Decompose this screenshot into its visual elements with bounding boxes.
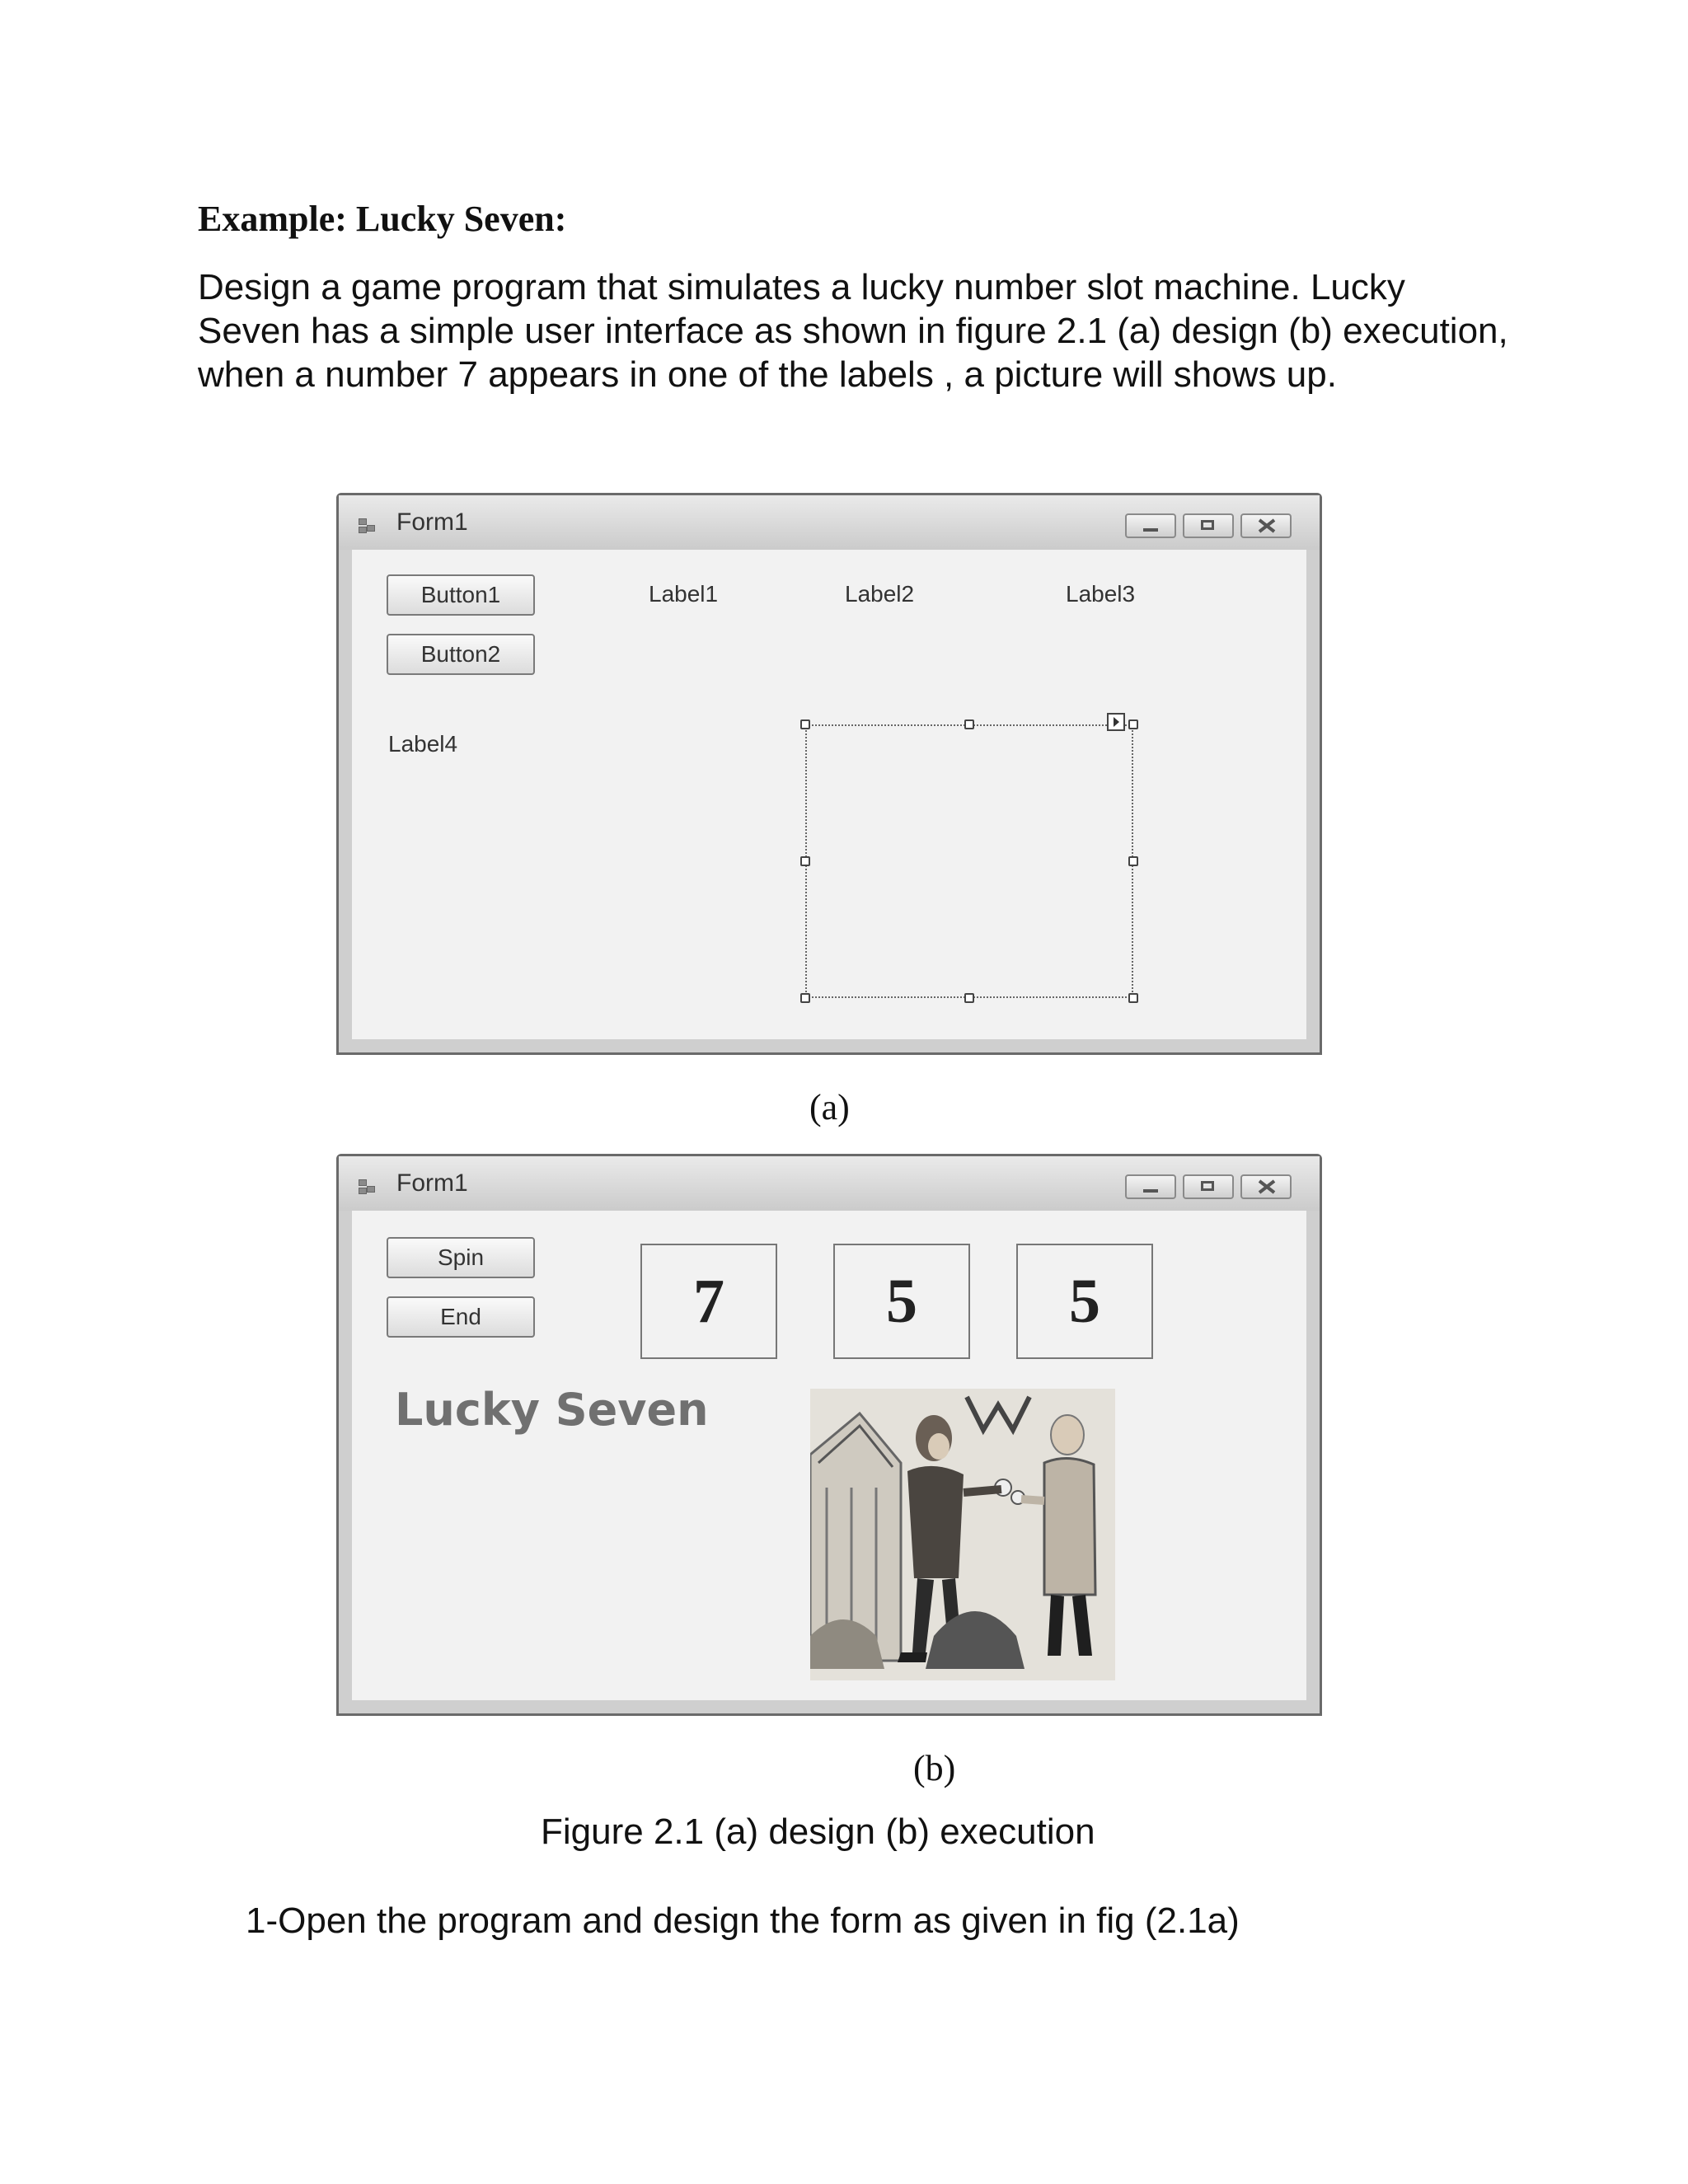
- title-bar: [339, 1156, 1320, 1211]
- button2[interactable]: Button2: [387, 634, 535, 675]
- step-1-text: 1-Open the program and design the form as given in fig (2.1a): [246, 1900, 1240, 1941]
- form-client-area: [352, 1211, 1306, 1700]
- resize-handle[interactable]: [1128, 719, 1138, 729]
- window-title: Form1: [396, 509, 468, 536]
- maximize-icon: [1201, 1181, 1214, 1191]
- form-icon: [359, 518, 377, 533]
- end-button[interactable]: End: [387, 1296, 535, 1338]
- label2: Label2: [845, 581, 915, 607]
- resize-handle[interactable]: [800, 856, 810, 866]
- label4: Label4: [388, 731, 458, 757]
- sub-caption-a: (a): [809, 1087, 850, 1127]
- close-button[interactable]: [1240, 513, 1292, 538]
- spin-button[interactable]: Spin: [387, 1237, 535, 1278]
- form-client-area: [352, 550, 1306, 1039]
- minimize-button[interactable]: [1125, 513, 1176, 538]
- label1: Label1: [649, 581, 719, 607]
- label3: Label3: [1066, 581, 1136, 607]
- minimize-icon: [1143, 1189, 1158, 1193]
- picturebox-selected[interactable]: [805, 724, 1133, 998]
- resize-handle[interactable]: [964, 719, 974, 729]
- document-paragraph: Design a game program that simulates a lucky number slot machine. Lucky Seven has a simple user interface as shown in figure 2.1 (a) design (b) execution, when a number 7 appears in one of the labels , a picture will shows up.: [198, 267, 1508, 395]
- resize-handle[interactable]: [800, 719, 810, 729]
- close-icon: [1257, 518, 1277, 534]
- smart-tag-button[interactable]: [1107, 713, 1125, 731]
- button1[interactable]: Button1: [387, 574, 535, 616]
- reel-label-3: 5: [1016, 1244, 1153, 1359]
- sub-caption-b: (b): [913, 1748, 956, 1788]
- maximize-button[interactable]: [1183, 1174, 1234, 1199]
- document-heading: Example: Lucky Seven:: [198, 199, 567, 239]
- form-icon: [359, 1179, 377, 1194]
- reel-label-2: 5: [833, 1244, 970, 1359]
- maximize-icon: [1201, 520, 1214, 530]
- minimize-button[interactable]: [1125, 1174, 1176, 1199]
- resize-handle[interactable]: [1128, 993, 1138, 1003]
- resize-handle[interactable]: [964, 993, 974, 1003]
- form-execution-window: [336, 1154, 1322, 1716]
- figure-caption: Figure 2.1 (a) design (b) execution: [541, 1811, 1095, 1852]
- arrow-right-icon: [1109, 715, 1123, 729]
- close-button[interactable]: [1240, 1174, 1292, 1199]
- resize-handle[interactable]: [1128, 856, 1138, 866]
- lucky-picture: [810, 1389, 1115, 1680]
- window-title: Form1: [396, 1169, 468, 1197]
- maximize-button[interactable]: [1183, 513, 1234, 538]
- lucky-seven-label: Lucky Seven: [395, 1384, 709, 1436]
- minimize-icon: [1143, 528, 1158, 532]
- reel-label-1: 7: [640, 1244, 777, 1359]
- close-icon: [1257, 1179, 1277, 1195]
- title-bar: [339, 495, 1320, 550]
- resize-handle[interactable]: [800, 993, 810, 1003]
- form-design-window: [336, 493, 1322, 1055]
